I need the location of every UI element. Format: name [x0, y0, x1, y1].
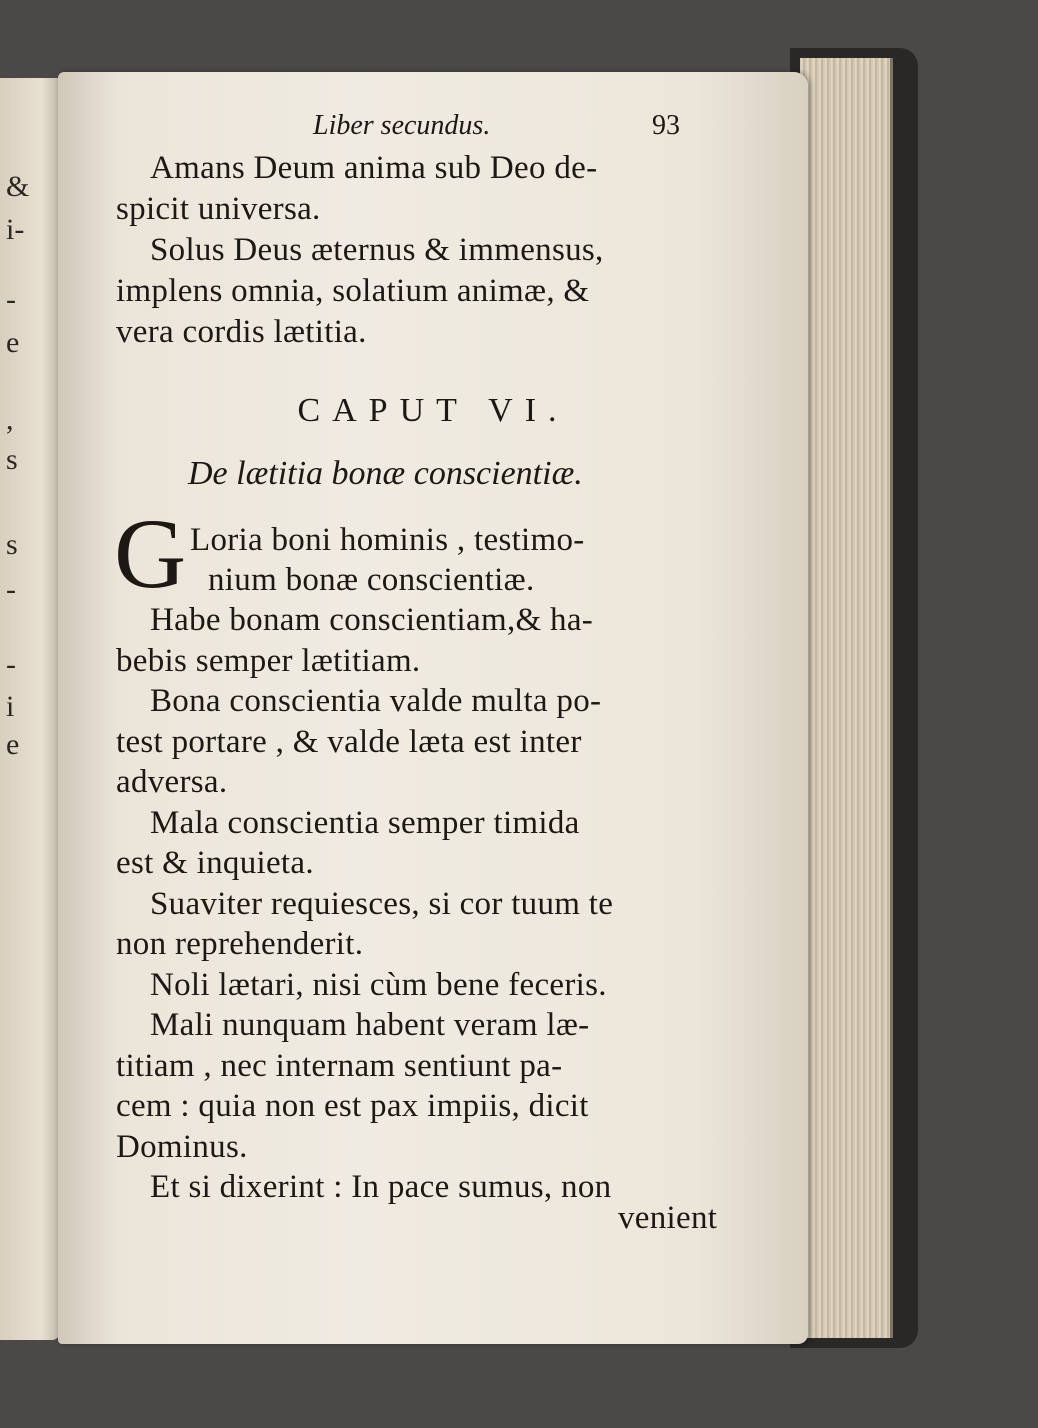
chapter-subheading: De lætitia bonæ conscientiæ. — [188, 455, 583, 492]
running-title: Liber secundus. — [313, 110, 491, 141]
text-line: vera cordis lætitia. — [116, 314, 367, 350]
catchword: venient — [618, 1200, 718, 1236]
text-line: spicit universa. — [116, 191, 321, 227]
text-line: Solus Deus æternus & immensus, — [150, 232, 604, 268]
text-line: Habe bonam conscientiam,& ha- — [150, 602, 594, 638]
left-fragment: e — [6, 326, 20, 359]
page-number: 93 — [652, 110, 680, 141]
initial-line: nium bonæ conscientiæ. — [208, 562, 535, 598]
drop-cap-initial: G — [114, 498, 187, 609]
text-line: test portare , & valde læta est inter — [116, 723, 582, 760]
text-line: Mala conscientia semper timida — [150, 804, 580, 841]
text-line: Suaviter requiesces, si cor tuum te — [150, 885, 614, 922]
left-fragment: - — [6, 573, 16, 606]
text-line: Noli lætari, nisi cùm bene feceris. — [150, 966, 607, 1003]
text-line: Bona conscientia valde multa po- — [150, 683, 602, 719]
text-line: Et si dixerint : In pace sumus, non — [150, 1169, 612, 1205]
left-fragment: & — [6, 170, 30, 203]
text-line: non reprehenderit. — [116, 926, 364, 962]
text-line: titiam , nec internam sentiunt pa- — [116, 1047, 563, 1084]
text-line: Amans Deum anima sub Deo de- — [150, 150, 598, 186]
text-line: Dominus. — [116, 1128, 248, 1165]
left-fragment: e — [6, 728, 20, 761]
left-fragment: - — [6, 283, 16, 316]
initial-line: Loria boni hominis , testimo- — [190, 522, 585, 558]
facing-page-edge — [0, 78, 60, 1340]
text-line: implens omnia, solatium animæ, & — [116, 273, 590, 309]
book-page — [58, 72, 808, 1344]
page-stack-edge — [800, 58, 893, 1338]
text-line: bebis semper lætitiam. — [116, 642, 421, 679]
text-line: est & inquieta. — [116, 845, 314, 881]
text-line: adversa. — [116, 764, 228, 800]
left-fragment: i — [6, 690, 15, 723]
chapter-heading: CAPUT VI. — [297, 392, 569, 429]
left-fragment: s — [6, 528, 18, 561]
left-fragment: , — [6, 403, 14, 436]
text-line: Mali nunquam habent veram læ- — [150, 1007, 590, 1043]
left-fragment: i- — [6, 213, 25, 246]
left-fragment: - — [6, 648, 16, 681]
text-line: cem : quia non est pax impiis, dicit — [116, 1088, 589, 1124]
left-fragment: s — [6, 443, 18, 476]
